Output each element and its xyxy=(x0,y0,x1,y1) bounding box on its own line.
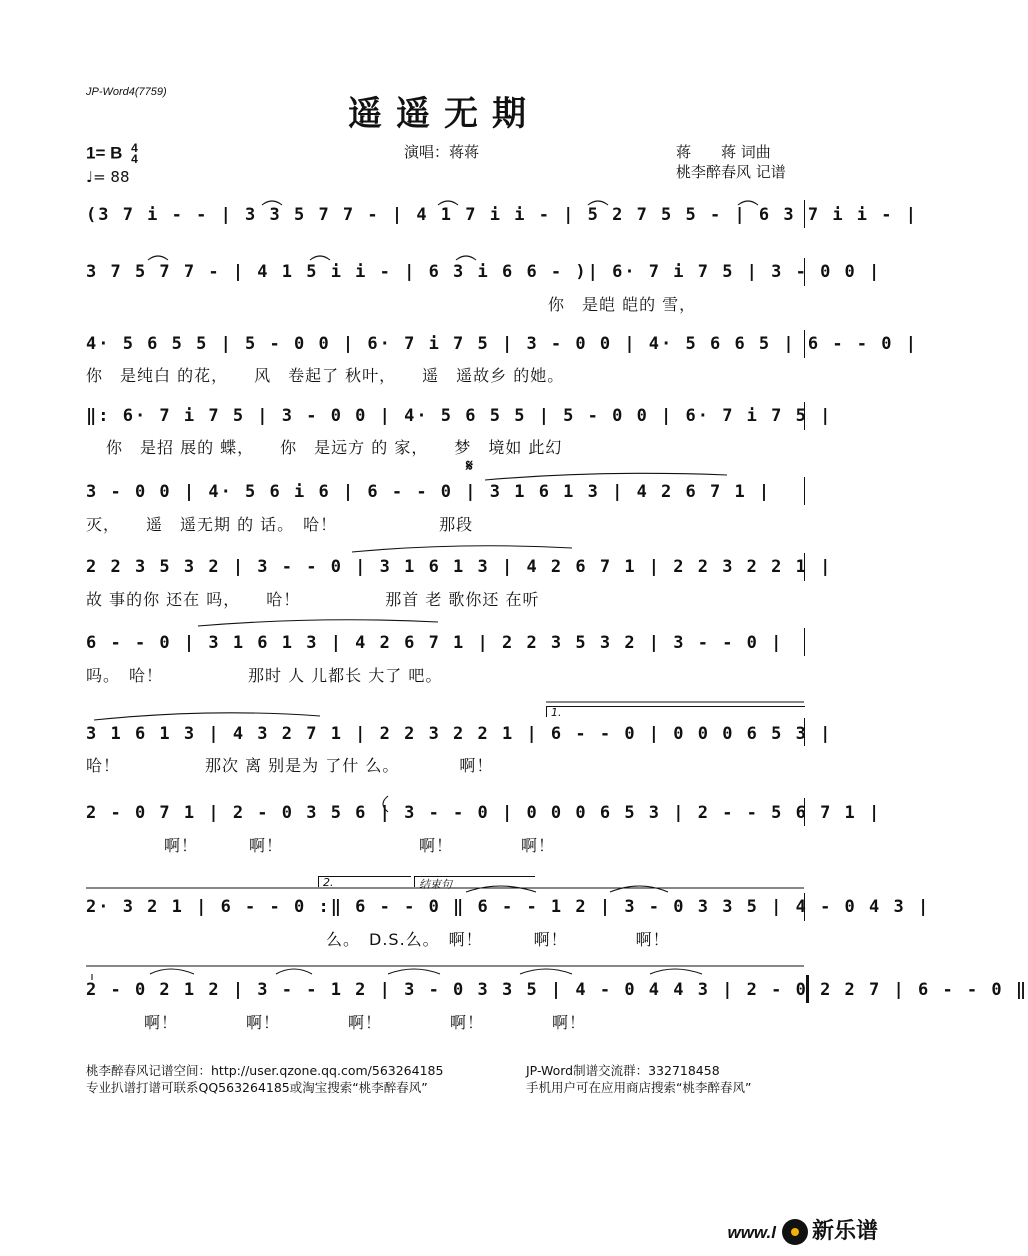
software-tag: JP-Word4(7759) xyxy=(86,86,167,98)
singer-credit: 演唱：蒋蒋 xyxy=(404,143,480,161)
vinyl-record-icon xyxy=(782,1219,808,1245)
composer-credit: 蒋 蒋 词曲 xyxy=(676,143,771,161)
coda-bracket xyxy=(414,876,535,891)
system-11-lyrics: 啊！ 啊！ 啊！ 啊！ 啊！ xyxy=(144,1013,587,1032)
brand-url: www.l xyxy=(727,1223,776,1242)
time-sig-top: 4 xyxy=(131,141,138,155)
footer-left-line-1: 桃李醉春风记谱空间：http://user.qzone.qq.com/563264185 xyxy=(86,1063,444,1078)
bar-line xyxy=(804,628,805,656)
system-1-notes: (3 7 i - - | 3 3 5 7 7 - | 4 1 7 i i - | 5 2 7 5 5 - | 6 3 7 i i - | xyxy=(86,205,918,225)
volta-1-label: 1. xyxy=(551,706,562,719)
page-title: 遥遥无期 xyxy=(348,94,540,134)
system-2-lyrics: 你 是皑 皑的 雪， xyxy=(548,295,697,314)
system-11-notes: 2 - 0 2 1 2 | 3 - - 1 2 | 3 - 0 3 3 5 | 4 - 0 4 4 3 | 2 - 0 2 2 7 | 6 - - 0 ‖ xyxy=(86,980,1028,1000)
system-4-notes: ‖: 6· 7 i 7 5 | 3 - 0 0 | 4· 5 6 5 5 | 5 - 0 0 | 6· 7 i 7 5 | xyxy=(86,406,833,426)
tempo-marking: ♩= 88 xyxy=(86,168,130,186)
system-4-lyrics: 你 是招 展的 蝶， 你 是远方 的 家， 梦 境如 此幻 xyxy=(106,438,563,457)
bar-line xyxy=(804,477,805,505)
system-5-lyrics: 灭， 遥 遥无期 的 话。 哈！ 那段 xyxy=(86,515,474,534)
brand-watermark xyxy=(727,1214,878,1245)
volta-2-label: 2. xyxy=(323,876,334,889)
footer-right-line-1: JP-Word制谱交流群：332718458 xyxy=(526,1063,720,1078)
system-8-notes: 3 1 6 1 3 | 4 3 2 7 1 | 2 2 3 2 2 1 | 6 - - 0 | 0 0 0 6 5 3 | xyxy=(86,724,833,744)
system-8-lyrics: 哈！ 那次 离 别是为 了什 么。 啊！ xyxy=(86,756,494,775)
brand-name: 新乐谱 xyxy=(811,1218,878,1243)
system-10-lyrics: 么。 D.S.么。 啊！ 啊！ 啊！ xyxy=(326,930,670,949)
system-10-notes: 2· 3 2 1 | 6 - - 0 :‖ 6 - - 0 ‖ 6 - - 1 2 | 3 - 0 3 3 5 | 4 - 0 4 3 | xyxy=(86,897,931,917)
footer-right-line-2: 手机用户可在应用商店搜索“桃李醉春风” xyxy=(526,1080,752,1095)
segno-sign: 𝄋 xyxy=(466,456,473,475)
system-6-lyrics: 故 事的你 还在 吗， 哈！ 那首 老 歌你还 在听 xyxy=(86,590,540,609)
time-sig-bottom: 4 xyxy=(131,152,138,166)
footer-left-line-2: 专业扒谱打谱可联系QQ563264185或淘宝搜索“桃李醉春风” xyxy=(86,1080,428,1095)
system-6-notes: 2 2 3 5 3 2 | 3 - - 0 | 3 1 6 1 3 | 4 2 6 7 1 | 2 2 3 2 2 1 | xyxy=(86,557,833,577)
key-label: 1= B xyxy=(86,143,123,163)
system-7-lyrics: 吗。 哈！ 那时 人 儿都长 大了 吧。 xyxy=(86,666,443,685)
volta-1 xyxy=(546,706,805,717)
volta-2 xyxy=(318,876,411,887)
system-9-notes: 2 - 0 7 1 | 2 - 0 3 5 6 | 3 - - 0 | 0 0 0 6 5 3 | 2 - - 5 6 7 1 | xyxy=(86,803,882,823)
system-5-notes: 3 - 0 0 | 4· 5 6 i 6 | 6 - - 0 | 3 1 6 1 3 | 4 2 6 7 1 | xyxy=(86,482,772,502)
system-7-notes: 6 - - 0 | 3 1 6 1 3 | 4 2 6 7 1 | 2 2 3 5 3 2 | 3 - - 0 | xyxy=(86,633,784,653)
coda-label: 结束句 xyxy=(419,878,452,891)
system-9-lyrics: 啊！ 啊！ 啊！ 啊！ xyxy=(164,836,556,855)
system-3-notes: 4· 5 6 5 5 | 5 - 0 0 | 6· 7 i 7 5 | 3 - 0 0 | 4· 5 6 6 5 | 6 - - 0 | xyxy=(86,334,918,354)
system-3-lyrics: 你 是纯白 的花， 风 卷起了 秋叶， 遥 遥故乡 的她。 xyxy=(86,366,565,385)
transcriber-credit: 桃李醉春风 记谱 xyxy=(676,163,786,181)
system-2-notes: 3 7 5 7 7 - | 4 1 5 i i - | 6 3 i 6 6 - )| 6· 7 i 7 5 | 3 - 0 0 | xyxy=(86,262,882,282)
